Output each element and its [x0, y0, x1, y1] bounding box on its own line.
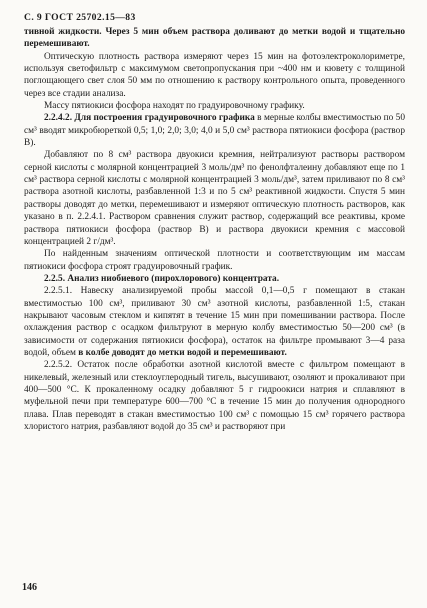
paragraph-continuation: тивной жидкости. Через 5 мин объем раствора доливают до метки водой и тщательно перемешивают. — [24, 27, 405, 50]
paragraph-2-2-4-2-text: в мерные колбы вместимостью по 50 см³ вводят микробюреткой 0,5; 1,0; 2,0; 3,0; 4,0 и 5,0 см³ раствора пятиокиси фосфора (раствор В). — [24, 113, 405, 149]
paragraph-calibration-graph: По найденным значениям оптической плотности и соответствующим им массам пятиокиси фосфора строят градуировочный график. — [24, 249, 405, 272]
section-heading-2-2-4-2: 2.2.4.2. Для построения градуировочного графика — [44, 113, 255, 124]
section-heading-2-2-5: 2.2.5. Анализ ниобиевого (пирохлорового) концентрата. — [44, 273, 280, 284]
paragraph-2-2-5-1 — [24, 285, 405, 359]
paragraph-optical-density: Оптическую плотность раствора измеряют через 15 мин на фотоэлектроколориметре, используя светофильтр с максимумом светопропускания при ~400 нм и кювету с толщиной поглощающего свет слоя 50 мм по отношению к раствору контрольного опыта, проведенного через все стадии анализа. — [24, 51, 405, 99]
paragraph-mass-finding: Массу пятиокиси фосфора находят по градуировочному графику. — [44, 101, 305, 112]
running-header: С. 9 ГОСТ 25702.15—83 — [24, 12, 136, 23]
page-number: 146 — [22, 582, 37, 593]
paragraph-reagents: Добавляют по 8 см³ раствора двуокиси кремния, нейтрализуют растворы раствором серной кислоты с молярной концентрацией 3 моль/дм³ по фенолфталеину добавляют еще по 1 см³ раствора серной кислоты с молярной концентрацией 3 моль/дм³, затем приливают по 8 см³ раствора азотной кислоты, разбавленной 1:3 и по 5 см³ реактивной жидкости. Спустя 5 мин растворы доводят до метки, перемешивают и измеряют оптическую плотность растворов, как указано в п. 2.2.4.1. Раствором сравнения служит раствор, содержащий все реактивы, кроме раствора пятиокиси фосфора (раствор В) и раствора двуокиси кремния с массовой концентрацией 2 г/дм³. — [24, 150, 405, 247]
paragraph-2-2-5-1-bold: в колбе доводят до метки водой и перемешивают. — [78, 347, 287, 358]
paragraph-2-2-5-1-text: 2.2.5.1. Навеску анализируемой пробы массой 0,1—0,5 г помещают в стакан вместимостью 100 см³, приливают 30 см³ азотной кислоты, разбавленной 1:5, стакан накрывают часовым стеклом и кипятят в течение 15 мин при помешивании раствора. После охлаждения раствор с осадком фильтруют в мерную колбу вместимостью 50—200 см³ (в зависимости от содержания пятиокиси фосфора), остаток на фильтре промывают 3—4 раза водой, объем — [24, 286, 405, 358]
paragraph-2-2-4-2 — [24, 112, 405, 149]
paragraph-2-2-5-2: 2.2.5.2. Остаток после обработки азотной кислотой вместе с фильтром помещают в никелевый, железный или стеклоуглеродный тигель, высушивают, озоляют и прокаливают при 400—500 °С. К прокаленному осадку добавляют 5 г гидроокиси натрия и сплавляют в муфельной печи при температуре 600—700 °С в течение 15 мин до получения однородного плава. Плав переводят в стакан вместимостью 100 см³ с помощью 15 см³ горячего раствора хлористого натрия, разбавляют водой до 35 см³ и растворяют при — [24, 360, 405, 432]
body-text — [24, 26, 405, 433]
